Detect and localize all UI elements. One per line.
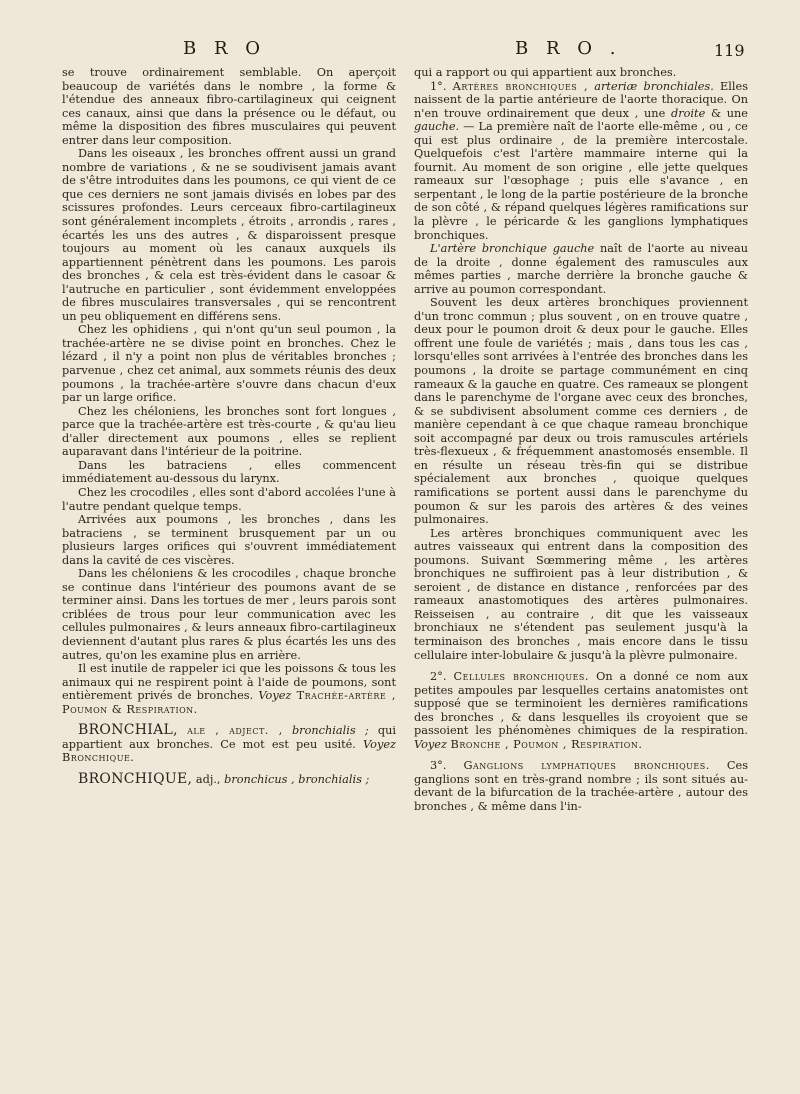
entry-headword: BRONCHIQUE, (78, 770, 193, 787)
entry-definition: qui appartient aux bronches. Ce mot est peu usité. (62, 724, 397, 751)
paragraph-text: Ces ganglions sont en très-grand nombre ; ils sont situés au-devant de la bifurcation de la trachée-artère , autour des bronches , & même dans l'in- (414, 759, 748, 813)
paragraph: se trouve ordinairement semblable. On aperçoit beaucoup de variétés dans le nombre , la forme & l'étendue des anneaux fibro-cartilagineux qui ceignent ces canaux, ainsi que dans la présence ou le défaut, ou même la disposition des fibres musculaires qui peuvent entrer dans leur composition. (62, 66, 396, 147)
paragraph: Les artères bronchiques communiquent avec les autres vaisseaux qui entrent dans la composition des poumons. Suivant Sœmmering même , les artères bronchiques ne suffiroient pas à leur distribution , & seroient , de distance en distance , renforcées par des rameaux anastomotiques des artères pulmonaires. Reisseisen , au contraire , dit que les vaisseaux bronchiaux ne s'étendent pas seulement jusqu'à la terminaison des bronches , mais encore dans le tissu cellulaire inter-lobulaire & jusqu'à la plèvre pulmonaire. (414, 526, 748, 662)
paragraph: Arrivées aux poumons , les bronches , dans les batraciens , se terminent brusquement par un ou plusieurs larges orifices qui s'ouvrent immédiatement dans la cavité de ces viscères. (62, 513, 396, 567)
paragraph: Chez les crocodiles , elles sont d'abord accolées l'une à l'autre pendant quelque temps. (62, 485, 396, 513)
voyez-label: Voyez (363, 737, 396, 751)
right-column (414, 66, 748, 814)
paragraph: Chez les chéloniens, les bronches sont fort longues , parce que la trachée-artère est très-courte , & qu'au lieu d'aller directement aux poumons , elles se replient auparavant dans l'intérieur de la poitrine. (62, 404, 396, 459)
cross-reference: Trachée-artère , Poumon & Respiration. (62, 689, 396, 716)
entry-grammar: ale , adject. , (187, 724, 283, 738)
paragraph: Souvent les deux artères bronchiques proviennent d'un tronc commun ; plus souvent , on en trouve quatre , deux pour le poumon droit & deux pour le gauche. Elles offrent une foule de variétés ; mais , dans tous les cas , lorsqu'elles sont arrivées à l'entrée des bronches dans les poumons , la droite se partage communément en cinq rameaux & la gauche en quatre. Ces rameaux se plongent dans le parenchyme de l'organe avec ceux des bronches, & se subdivisent absolument comme ces derniers , de manière cependant à ce que chaque rameau bronchique soit accompagné par deux ou trois ramuscules artériels très-flexueux , & fréquemment anastomosés ensemble. Il en résulte un réseau très-fin qui se distribue spécialement aux bronches , quoique quelques ramifications se portent aussi dans le parenchyme du poumon & sur les parois des artères & des veines pulmonaires. (414, 296, 748, 527)
running-head-left: B R O (183, 38, 266, 59)
section-arteres-bronchiques (414, 80, 748, 243)
cross-reference: Bronchique. (62, 751, 135, 765)
paragraph-text: On a donné ce nom aux petites ampoules par lesquelles certains anatomistes ont supposé que se terminoient les dernières ramifications des bronches , & dans lesquelles ils croyoient que se passoient les phénomènes chimiques de la respiration. (414, 670, 748, 738)
page-number: 119 (714, 41, 745, 60)
italic-term: L'artère bronchique gauche (430, 242, 595, 256)
paragraph-text: naît de l'aorte au niveau de la droite , donne également des ramuscules aux mêmes parties , marche derrière la bronche gauche & arrive au poumon correspondant. (414, 242, 748, 296)
cross-reference: Bronche , Poumon , Respiration. (450, 737, 643, 751)
voyez-label: Voyez (258, 689, 292, 703)
paragraph-text: Il est inutile de rappeler ici que les poissons & tous les animaux qui ne respirent point à l'aide de poumons, sont entièrement privés de bronches. (62, 662, 396, 703)
paragraph-text: — La première naît de l'aorte elle-même , ou , ce qui est plus ordinaire , de la première intercostale. Quelquefois c'est l'artère mammaire interne qui la fournit. Au moment de son origine , elle jette quelques rameaux sur l'œsophage ; puis elle s'avance , en serpentant , le long de la partie postérieure de la bronche de son côté , & répand quelques légères ramifications sur la plèvre , le péricarde & les ganglions lymphatiques bronchiques. (414, 120, 748, 242)
paragraph: Chez les ophidiens , qui n'ont qu'un seul poumon , la trachée-artère ne se divise point en bronches. Chez le lézard , il n'y a point non plus de véritables bronches ; parvenue , chez cet animal, aux sommets réunis des deux poumons , la trachée-artère s'ouvre dans chacun d'eux par un large orifice. (62, 323, 396, 405)
section-title: Ganglions lymphatiques bronchiques. (463, 759, 710, 773)
paragraph: Dans les batraciens , elles commencent immédiatement au-dessous du larynx. (62, 458, 396, 486)
paragraph-text: Elles naissent de la partie antérieure de l'aorte thoracique. On n'en trouve ordinairement que deux , une (414, 79, 749, 120)
section-latin: arteriæ bronchiales. (594, 79, 714, 93)
section-number: 1°. (430, 79, 447, 93)
running-head-right: B R O . (515, 38, 622, 59)
section-number: 2°. (430, 670, 447, 684)
paragraph (62, 662, 396, 716)
entry-headword: BRONCHIAL, (78, 722, 178, 739)
paragraph: qui a rapport ou qui appartient aux bronches. (414, 66, 677, 79)
entry-latin: bronchialis ; (291, 724, 369, 738)
dictionary-entry-bronchial (62, 724, 396, 765)
italic-term: droite (670, 106, 706, 120)
paragraph (414, 242, 748, 296)
dictionary-entry-bronchique (62, 770, 396, 787)
section-ganglions-lymphatiques (414, 759, 748, 813)
section-number: 3°. (430, 759, 447, 773)
entry-latin: bronchicus , bronchialis ; (224, 772, 370, 786)
voyez-label: Voyez (414, 737, 447, 751)
paragraph: Dans les oiseaux , les bronches offrent aussi un grand nombre de variations , & ne se soudivisent jamais avant de s'être introduites dans les poumons, ce qui vient de ce que ces derniers ne sont jamais divisés en lobes par des scissures profondes. Leurs cerceaux fibro-cartilagineux sont généralement incomplets , étroits , arrondis , rares , écartés les uns des autres , & disparoissent presque toujours au moment où les canaux auxquels ils appartiennent pénètrent dans les poumons. Les parois des bronches , & cela est très-évident dans le casoar & l'autruche en particulier , sont évidemment enveloppées de fibres musculaires transversales , qui se rencontrent un peu obliquement en différens sens. (62, 147, 396, 323)
section-title: Artères bronchiques , (452, 79, 589, 93)
paragraph: Dans les chéloniens & les crocodiles , chaque bronche se continue dans l'intérieur des poumons avant de se terminer ainsi. Dans les tortues de mer , leurs parois sont criblées de trous pour leur communication avec les cellules pulmonaires , & leurs anneaux fibro-cartilagineux deviennent d'autant plus rares & plus écartés les uns des autres, qu'on les examine plus en arrière. (62, 567, 396, 662)
italic-term: gauche. (414, 120, 460, 134)
entry-grammar: adj., (195, 772, 221, 786)
paragraph-text: & une (710, 106, 748, 120)
section-title: Cellules bronchiques. (453, 670, 590, 684)
left-column (62, 66, 396, 786)
section-cellules-bronchiques (414, 670, 748, 751)
